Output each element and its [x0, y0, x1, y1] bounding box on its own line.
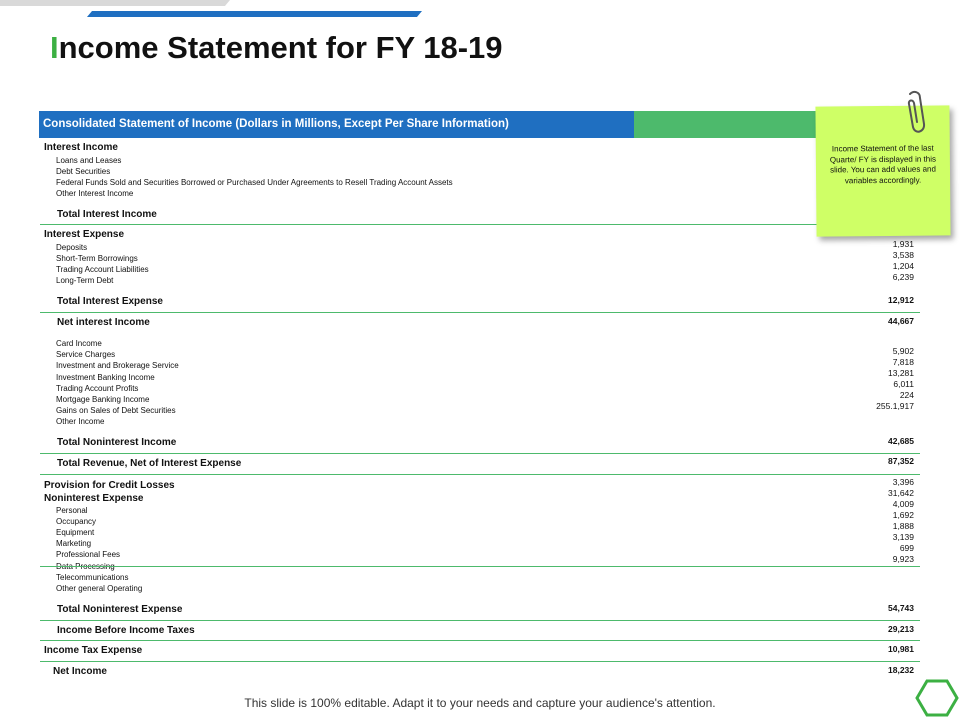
- list-item: Card Income: [56, 339, 102, 348]
- list-item: Trading Account Profits: [56, 384, 139, 393]
- net-interest-income-value: 44,667: [888, 316, 914, 326]
- interest-expense-values: [893, 239, 914, 283]
- value-cell: 255.1,917: [876, 401, 914, 411]
- total-noninterest-expense-value: 54,743: [888, 603, 914, 613]
- total-noninterest-income-value: 42,685: [888, 436, 914, 446]
- net-interest-income-label: Net interest Income: [57, 317, 150, 328]
- total-revenue-label: Total Revenue, Net of Interest Expense: [57, 458, 242, 469]
- list-item: Personal: [56, 506, 88, 515]
- list-item: Service Charges: [56, 350, 116, 359]
- value-cell: 1,204: [892, 261, 914, 271]
- provision-label: Provision for Credit Losses: [44, 480, 175, 491]
- section-noninterest-expense: Noninterest Expense: [44, 493, 144, 504]
- value-cell: 4,009: [892, 499, 914, 509]
- hexagon-icon: [915, 678, 959, 718]
- list-item: Mortgage Banking Income: [56, 395, 150, 404]
- divider: [40, 474, 920, 475]
- value-cell: 3,139: [892, 532, 914, 542]
- total-revenue-value: 87,352: [888, 456, 914, 466]
- net-income-value: 18,232: [888, 665, 914, 675]
- value-cell: 7,818: [892, 357, 914, 367]
- income-before-taxes-label: Income Before Income Taxes: [57, 625, 195, 636]
- paperclip-icon: [900, 90, 930, 140]
- list-item: Short-Term Borrowings: [56, 254, 138, 263]
- income-tax-expense-value: 10,981: [888, 644, 914, 654]
- value-cell: 3,396: [892, 477, 914, 487]
- value-cell: 6,239: [892, 272, 914, 282]
- value-cell: 6,011: [893, 379, 914, 389]
- list-item: Deposits: [56, 243, 88, 252]
- value-cell: 31,642: [888, 488, 914, 498]
- list-item: Telecommunications: [56, 573, 129, 582]
- value-cell: 1,888: [892, 521, 914, 531]
- list-item: Occupancy: [56, 517, 97, 526]
- income-before-taxes-value: 29,213: [888, 624, 914, 634]
- section-interest-expense: Interest Expense: [44, 229, 125, 240]
- list-item: Debt Securities: [56, 167, 111, 176]
- list-item: Other general Operating: [56, 584, 143, 593]
- total-noninterest-expense-label: Total Noninterest Expense: [57, 604, 183, 615]
- value-cell: 1,931: [892, 239, 914, 249]
- sticky-note: [815, 105, 950, 236]
- income-tax-expense-label: Income Tax Expense: [44, 645, 143, 656]
- list-item: Other Income: [56, 417, 105, 426]
- divider: [40, 453, 920, 454]
- list-item: Long-Term Debt: [56, 276, 114, 285]
- list-item: Federal Funds Sold and Securities Borrowed or Purchased Under Agreements to Resell Trading Account Assets: [56, 178, 453, 187]
- list-item: Investment Banking Income: [56, 373, 155, 382]
- top-accent-gray: [0, 0, 230, 6]
- list-item: Investment and Brokerage Service: [56, 361, 179, 370]
- noninterest-expense-values: [888, 477, 914, 565]
- list-item: Other Interest Income: [56, 189, 134, 198]
- total-interest-expense-value: 12,912: [888, 295, 914, 305]
- noninterest-income-values: [876, 346, 914, 412]
- list-item: Trading Account Liabilities: [56, 265, 149, 274]
- total-noninterest-income-label: Total Noninterest Income: [57, 437, 177, 448]
- divider: [40, 640, 920, 641]
- list-item: Gains on Sales of Debt Securities: [56, 406, 176, 415]
- value-cell: 699: [899, 543, 914, 553]
- table-header: Consolidated Statement of Income (Dollars in Millions, Except Per Share Information): [39, 111, 634, 138]
- total-interest-expense-label: Total Interest Expense: [57, 296, 163, 307]
- divider: [40, 312, 920, 313]
- divider: [40, 224, 920, 225]
- footer-text: This slide is 100% editable. Adapt it to your needs and capture your audience's attention.: [244, 696, 716, 710]
- divider: [40, 566, 920, 567]
- value-cell: 224: [899, 390, 914, 400]
- total-interest-income-label: Total Interest Income: [57, 209, 157, 220]
- value-cell: 13,281: [888, 368, 914, 378]
- list-item: Loans and Leases: [56, 156, 122, 165]
- value-cell: 3,538: [892, 250, 914, 260]
- divider: [40, 661, 920, 662]
- value-cell: 9,923: [892, 554, 914, 564]
- value-cell: 1,692: [892, 510, 914, 520]
- list-item: Marketing: [56, 539, 92, 548]
- sticky-note-text: Income Statement of the last Quarte/ FY is displayed in this slide. You can add values and variables accordingly.: [829, 143, 936, 185]
- list-item: Professional Fees: [56, 550, 121, 559]
- section-interest-income: Interest Income: [44, 142, 118, 153]
- list-item: Equipment: [56, 528, 95, 537]
- divider: [40, 620, 920, 621]
- page-title: Income Statement for FY 18-19: [50, 30, 503, 65]
- top-accent-blue: [87, 11, 422, 17]
- net-income-label: Net Income: [53, 666, 107, 677]
- value-cell: 5,902: [892, 346, 914, 356]
